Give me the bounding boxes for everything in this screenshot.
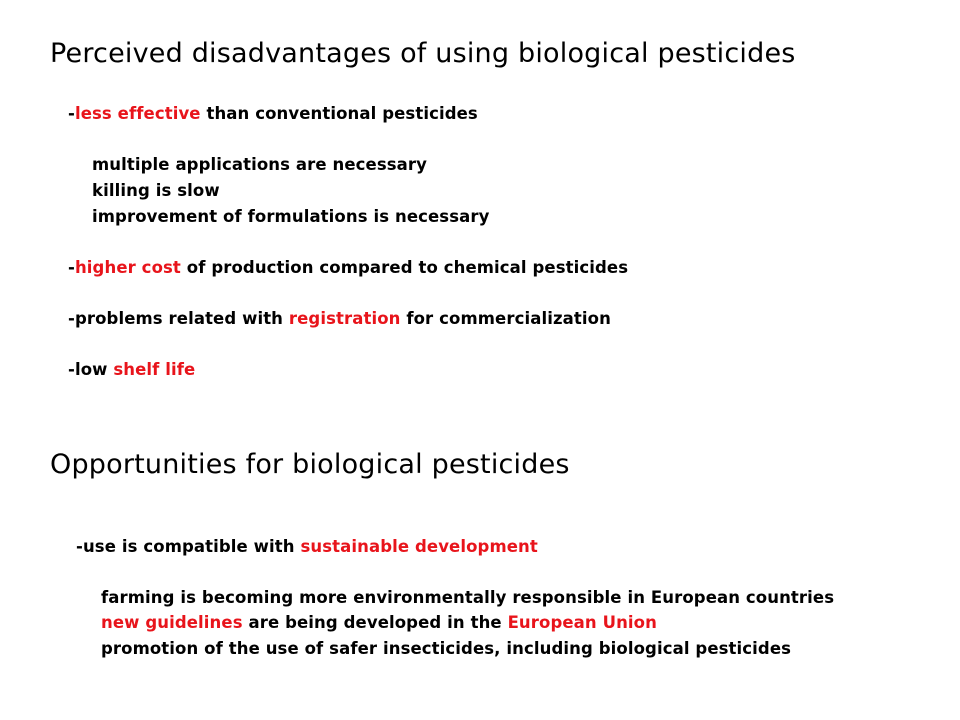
disadvantage-registration xyxy=(68,309,611,328)
registration-prefix: -problems related with xyxy=(68,309,289,328)
highlight-higher-cost: higher cost xyxy=(74,258,181,277)
bullet-dash: - xyxy=(68,258,75,277)
highlight-less-effective: less effective xyxy=(74,104,201,123)
highlight-sustainable-development: sustainable development xyxy=(300,537,538,556)
sustainable-prefix: -use is compatible with xyxy=(76,537,301,556)
sub-item-guidelines xyxy=(101,613,657,632)
cost-text: of production compared to chemical pesticides xyxy=(180,258,629,277)
sub-item-formulations: improvement of formulations is necessary xyxy=(92,207,490,226)
sub-item-promotion: promotion of the use of safer insecticides, including biological pesticides xyxy=(101,639,792,658)
section-opportunities-title: Opportunities for biological pesticides xyxy=(50,449,570,480)
sub-item-multiple-applications: multiple applications are necessary xyxy=(92,155,427,174)
disadvantage-shelf-life xyxy=(68,360,195,379)
registration-suffix: for commercialization xyxy=(400,309,611,328)
highlight-european-union: European Union xyxy=(507,613,657,632)
highlight-registration: registration xyxy=(288,309,401,328)
highlight-new-guidelines: new guidelines xyxy=(101,613,243,632)
sub-item-killing-slow: killing is slow xyxy=(92,181,220,200)
bullet-dash: - xyxy=(68,104,75,123)
sub-item-farming: farming is becoming more environmentally responsible in European countries xyxy=(101,588,835,607)
guidelines-middle: are being developed in the xyxy=(242,613,508,632)
highlight-shelf-life: shelf life xyxy=(113,360,196,379)
effectiveness-text: than conventional pesticides xyxy=(200,104,478,123)
section-disadvantages-title: Perceived disadvantages of using biological pesticides xyxy=(50,38,796,69)
disadvantage-cost xyxy=(68,258,628,277)
shelf-life-prefix: -low xyxy=(68,360,114,379)
opportunity-sustainable xyxy=(76,537,538,556)
disadvantage-effectiveness xyxy=(68,104,478,123)
